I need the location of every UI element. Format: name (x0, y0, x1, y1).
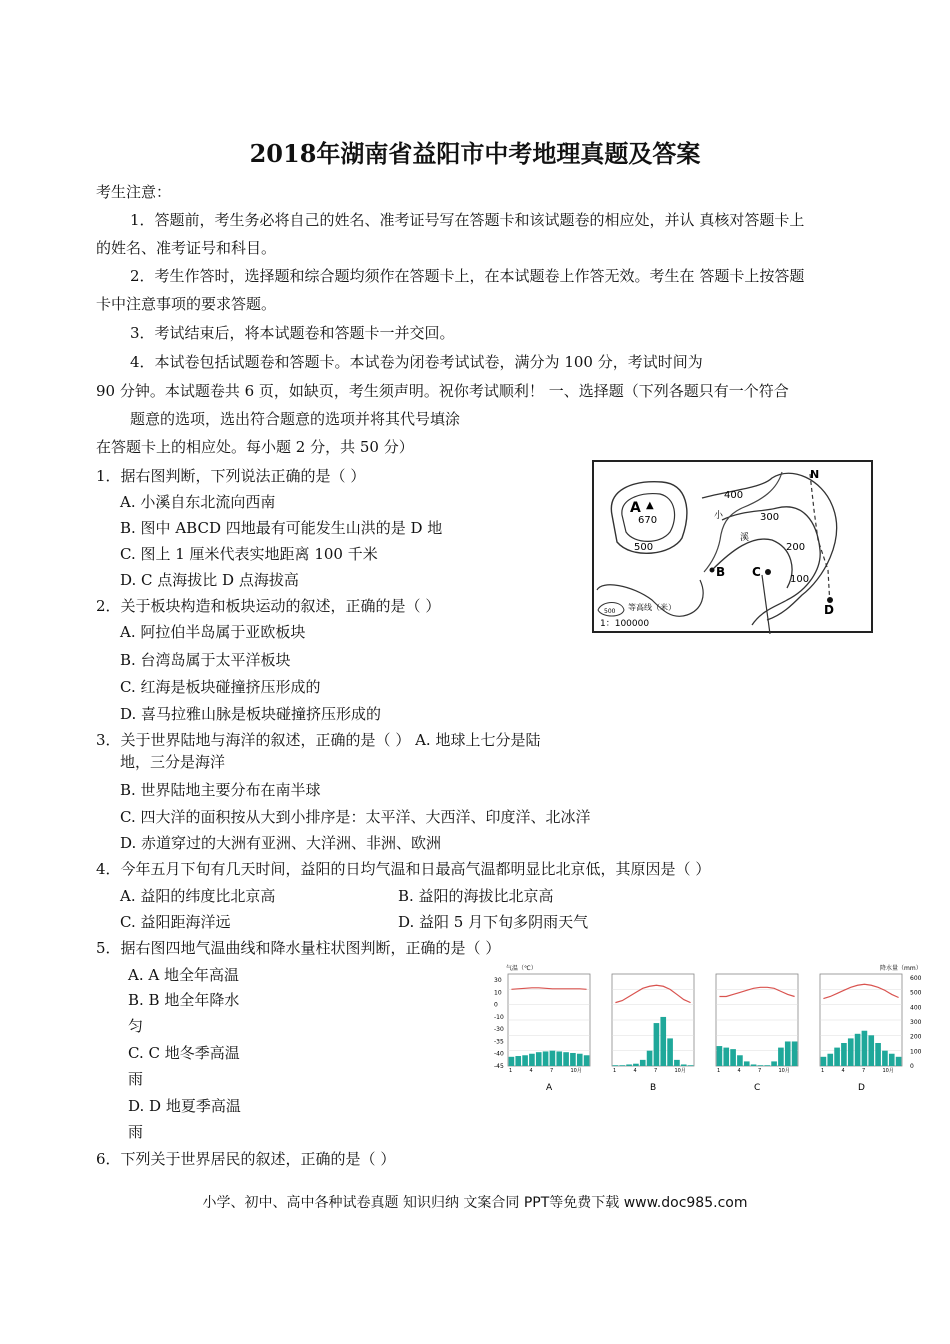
precip-bar (723, 1048, 729, 1066)
month-tick-label: 7 (654, 1068, 658, 1074)
precip-bar (647, 1051, 653, 1066)
q2-option-b: B. 台湾岛属于太平洋板块 (120, 651, 291, 669)
precip-bar (758, 1065, 764, 1066)
climate-panel-label: D (858, 1083, 865, 1093)
triangle-icon: ▲ (646, 500, 654, 511)
notice-item-1: 1．答题前，考生务必将自己的姓名、准考证号写在答题卡和该试题卷的相应处，并认 真核对答题卡上 (130, 211, 805, 229)
notice-item-1-cont: 的姓名、准考证号和科目。 (96, 239, 277, 257)
point-b-marker (710, 568, 715, 573)
map-label-200: 200 (786, 542, 806, 553)
q3-option-d: D. 赤道穿过的大洲有亚洲、大洋洲、非洲、欧洲 (120, 834, 442, 852)
precip-tick-label: 0 (910, 1063, 914, 1070)
precip-tick-label: 600 (910, 975, 922, 982)
climate-charts (494, 962, 922, 1098)
month-tick-label: 7 (550, 1068, 554, 1074)
temp-tick-label: -45 (494, 1063, 504, 1070)
question-2: 2．关于板块构造和板块运动的叙述，正确的是（ ） (96, 597, 441, 615)
precip-bar (654, 1023, 660, 1066)
precip-bar (834, 1048, 840, 1066)
climate-panel-c (716, 974, 798, 1093)
precip-tick-label: 100 (910, 1048, 922, 1056)
map-label-a: A (630, 500, 641, 516)
q4-option-b: B. 益阳的海拔比北京高 (398, 887, 554, 905)
notice-item-2: 2．考生作答时，选择题和综合题均须作在答题卡上，在本试题卷上作答无效。考生在 答题卡上按答题 (130, 267, 805, 285)
page-title: 2018年湖南省益阳市中考地理真题及答案 (249, 139, 701, 168)
notice-item-3: 3．考试结束后，将本试题卷和答题卡一并交回。 (130, 324, 455, 342)
map-label-100: 100 (790, 574, 810, 585)
precip-bar (556, 1051, 562, 1066)
precip-bar (848, 1038, 854, 1066)
q3-option-c: C. 四大洋的面积按从大到小排序是：太平洋、大西洋、印度洋、北冰洋 (120, 808, 591, 826)
temp-tick-label: -40 (494, 1050, 504, 1058)
stream-label-2: 溪 (740, 533, 750, 543)
precip-bar (626, 1064, 632, 1066)
q2-option-a: A. 阿拉伯半岛属于亚欧板块 (120, 623, 306, 641)
q5-option-c-cont: 雨 (128, 1070, 144, 1088)
section-instructions-cont: 在答题卡上的相应处。每小题 2 分，共 50 分） (96, 438, 414, 456)
precip-bar (841, 1043, 847, 1066)
precip-bar (882, 1051, 888, 1066)
precip-bar (868, 1035, 874, 1066)
precip-bar (778, 1048, 784, 1066)
map-label-b: B (716, 565, 726, 579)
precip-tick-label: 200 (910, 1033, 922, 1041)
notice-heading: 考生注意： (96, 183, 172, 201)
precip-bar (536, 1052, 542, 1066)
precip-bar (522, 1055, 528, 1066)
precip-bar (509, 1057, 515, 1066)
q5-option-d-cont: 雨 (128, 1123, 144, 1141)
precip-tick-label: 400 (910, 1004, 922, 1012)
q4-option-a: A. 益阳的纬度比北京高 (120, 887, 276, 905)
precip-bar (613, 1065, 619, 1066)
q5-option-b-cont: 匀 (128, 1017, 144, 1035)
stream-label-1: 小 (714, 511, 724, 521)
precip-axis-title: 降水量（mm） (880, 965, 922, 972)
precip-bar (515, 1056, 521, 1066)
precip-bar (896, 1057, 902, 1066)
precip-bar (889, 1054, 895, 1066)
month-tick-label: 1 (613, 1068, 617, 1074)
question-5: 5．据右图四地气温曲线和降水量柱状图判断，正确的是（ ） (96, 939, 501, 957)
precip-bar (563, 1052, 569, 1066)
q2-option-d: D. 喜马拉雅山脉是板块碰撞挤压形成的 (120, 705, 382, 723)
temp-tick-label: 10 (494, 989, 502, 997)
precip-bar (674, 1060, 680, 1066)
month-tick-label: 10月 (674, 1068, 686, 1074)
q4-option-c: C. 益阳距海洋远 (120, 913, 231, 931)
climate-panel-label: C (754, 1083, 761, 1093)
month-tick-label: 10月 (882, 1068, 894, 1074)
q5-option-c: C. C 地冬季高温 (128, 1044, 240, 1062)
footer: 小学、初中、高中各种试卷真题 知识归纳 文案合同 PPT等免费下载 www.doc985.com (202, 1195, 748, 1211)
precip-tick-label: 300 (910, 1019, 922, 1026)
climate-panel-a (508, 974, 590, 1093)
precip-bar (827, 1054, 833, 1066)
climate-panel-label: A (546, 1083, 553, 1093)
climate-panel-b (612, 974, 694, 1093)
precip-bar (584, 1055, 590, 1066)
legend-contour: 等高线（米） (628, 603, 676, 612)
north-arrow-label: N (810, 468, 820, 481)
month-tick-label: 7 (862, 1068, 866, 1074)
contour-map (592, 460, 874, 634)
map-label-400: 400 (724, 490, 744, 501)
precip-bar (633, 1064, 639, 1066)
precip-bar (529, 1054, 535, 1066)
precip-bar (577, 1054, 583, 1066)
temp-tick-label: 0 (494, 1001, 498, 1009)
precip-bar (785, 1041, 791, 1066)
precip-bar (771, 1061, 777, 1066)
precip-bar (792, 1041, 798, 1066)
precip-bar (730, 1049, 736, 1066)
month-tick-label: 4 (633, 1068, 637, 1074)
legend-contour-value: 500 (604, 608, 616, 615)
map-label-500: 500 (634, 542, 654, 553)
q2-option-c: C. 红海是板块碰撞挤压形成的 (120, 678, 321, 696)
precip-bar (717, 1046, 723, 1066)
month-tick-label: 1 (821, 1068, 825, 1074)
month-tick-label: 4 (529, 1068, 533, 1074)
question-4: 4．今年五月下旬有几天时间，益阳的日均气温和日最高气温都明显比北京低，其原因是（ ） (96, 860, 711, 878)
month-tick-label: 1 (509, 1068, 513, 1074)
month-tick-label: 10月 (570, 1068, 582, 1074)
map-label-c: C (752, 565, 761, 579)
precip-bar (550, 1051, 556, 1066)
precip-bar (640, 1060, 646, 1066)
climate-panel-d (820, 974, 902, 1093)
q1-option-c: C. 图上 1 厘米代表实地距离 100 千米 (120, 545, 378, 563)
map-peak-height: 670 (638, 515, 658, 526)
precip-bar (751, 1064, 757, 1066)
q3-option-b: B. 世界陆地主要分布在南半球 (120, 781, 321, 799)
precip-bar (543, 1051, 549, 1066)
month-tick-label: 7 (758, 1068, 762, 1074)
temp-tick-label: -35 (494, 1038, 504, 1046)
point-c-marker (765, 569, 771, 575)
map-label-d: D (824, 603, 834, 617)
q3-option-a-cont: 地，三分是海洋 (120, 753, 226, 771)
question-3: 3．关于世界陆地与海洋的叙述，正确的是（ ） A. 地球上七分是陆 (96, 731, 541, 749)
temp-tick-label: -10 (494, 1013, 504, 1021)
notice-item-4: 4．本试卷包括试题卷和答题卡。本试卷为闭卷考试试卷，满分为 100 分，考试时间为 (130, 353, 703, 371)
precip-bar (862, 1031, 868, 1066)
precip-bar (619, 1065, 625, 1066)
month-tick-label: 4 (841, 1068, 845, 1074)
map-scale: 1：100000 (600, 619, 650, 629)
notice-item-2-cont: 卡中注意事项的要求答题。 (96, 295, 277, 313)
notice-item-4-cont: 90 分钟。本试题卷共 6 页，如缺页，考生须声明。祝你考试顺利！ 一、选择题（下列各题只有一个符合 (96, 382, 789, 400)
q1-option-a: A. 小溪自东北流向西南 (120, 493, 276, 511)
map-label-300: 300 (760, 512, 780, 523)
q5-option-b: B. B 地全年降水 (128, 991, 240, 1009)
temp-axis-title: 气温（℃） (506, 965, 537, 972)
precip-bar (744, 1061, 750, 1066)
precip-bar (660, 1017, 666, 1066)
q1-option-b: B. 图中 ABCD 四地最有可能发生山洪的是 D 地 (120, 519, 443, 537)
precip-bar (875, 1043, 881, 1066)
precip-bar (821, 1057, 827, 1066)
temp-tick-label: -30 (494, 1026, 504, 1034)
precip-bar (681, 1064, 687, 1066)
q5-option-a: A. A 地全年高温 (128, 966, 239, 984)
q4-option-d: D. 益阳 5 月下旬多阴雨天气 (398, 913, 589, 931)
section-instructions: 题意的选项，选出符合题意的选项并将其代号填涂 (130, 410, 461, 428)
q1-option-d: D. C 点海拔比 D 点海拔高 (120, 571, 299, 589)
month-tick-label: 1 (717, 1068, 721, 1074)
q5-option-d: D. D 地夏季高温 (128, 1097, 241, 1115)
month-tick-label: 4 (737, 1068, 741, 1074)
precip-bar (764, 1065, 770, 1066)
precip-bar (667, 1038, 673, 1066)
question-1: 1．据右图判断，下列说法正确的是（ ） (96, 467, 366, 485)
precip-bar (688, 1065, 694, 1066)
month-tick-label: 10月 (778, 1068, 790, 1074)
precip-bar (855, 1034, 861, 1066)
precip-bar (570, 1053, 576, 1066)
temp-tick-label: 30 (494, 977, 502, 984)
precip-bar (737, 1055, 743, 1066)
precip-tick-label: 500 (910, 989, 922, 997)
climate-panel-label: B (650, 1083, 657, 1093)
question-6: 6．下列关于世界居民的叙述，正确的是（ ） (96, 1150, 396, 1168)
